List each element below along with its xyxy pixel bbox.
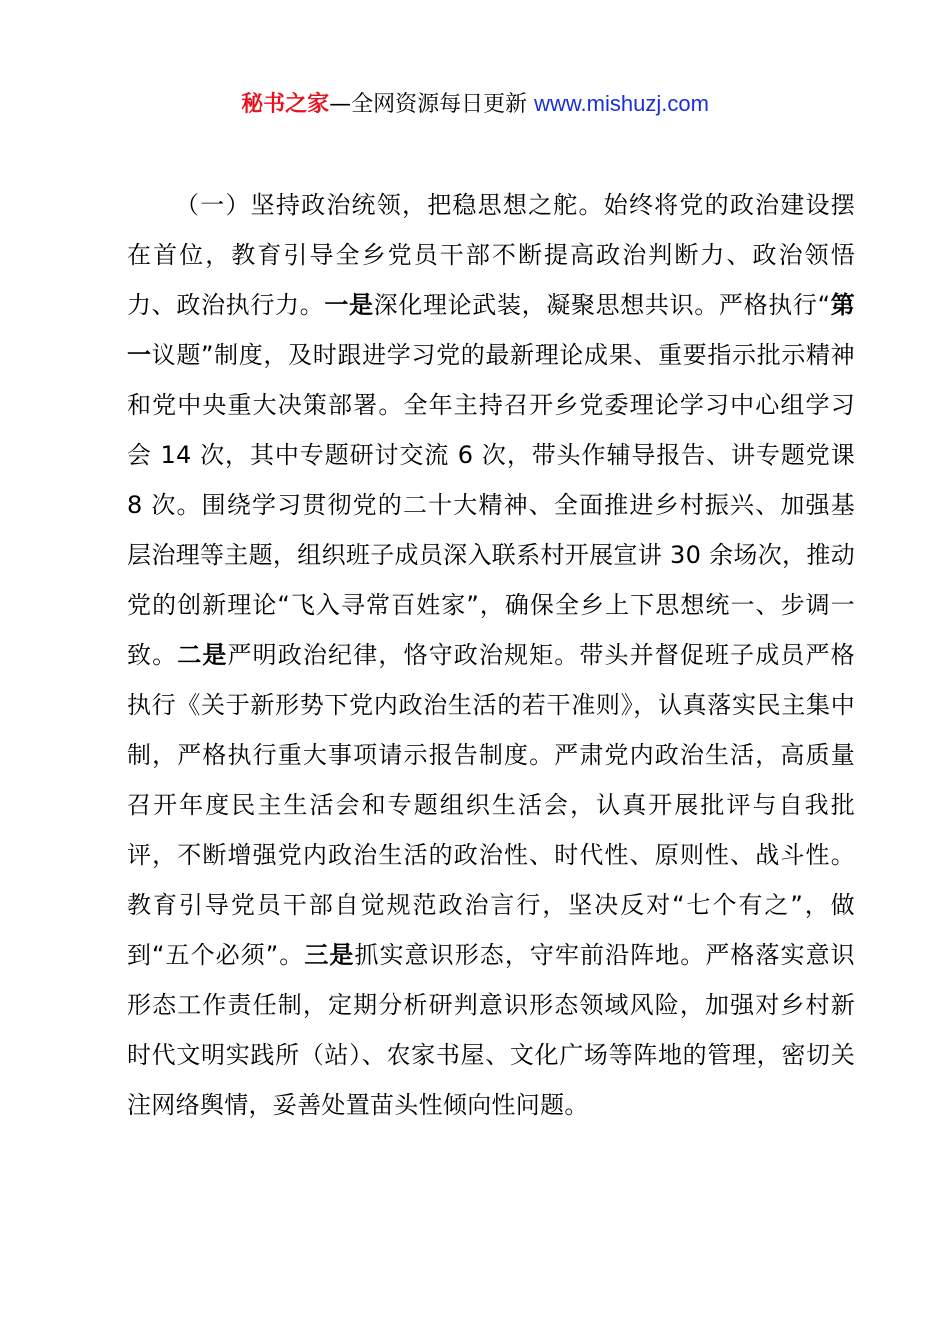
body-segment: 议题”制度，及时跟进学习党的最新理论成果、重要指示批示精神和党中央重大决策部署。全年主持召开乡党委理论学习中心组学习会 14 次，其中专题研讨交流 6 次，带头作辅导报告、讲专题党课 8 次。围绕学习贯彻党的二十大精神、全面推进乡村振兴、加强基层治理等主题，组织班子成员深入联系村开展宣讲 30 余场次，推动党的创新理论“飞入寻常百姓家”，确保全乡上下思想统一、步调一致。 <box>127 341 855 669</box>
body-segment: 抓实意识形态，守牢前沿阵地。严格落实意识形态工作责任制，定期分析研判意识形态领域风险，加强对乡村新时代文明实践所（站）、农家书屋、文化广场等阵地的管理，密切关注网络舆情，妥善处置苗头性倾向性问题。 <box>127 941 855 1119</box>
site-url-link[interactable]: www.mishuzj.com <box>534 91 709 116</box>
header-slogan: —全网资源每日更新 <box>329 92 535 117</box>
body-paragraph <box>127 180 855 1130</box>
body-segment: 深化理论武装，凝聚思想共识。严格执行“ <box>373 291 831 319</box>
brand-name: 秘书之家 <box>241 92 330 117</box>
body-segment: （一）坚持政治统领，把稳思想之舵。始终将党的政治建设摆在首位，教育引导全乡党员干部不断提高政治判断力、政治领悟力、政治执行力。 <box>127 191 855 319</box>
body-segment-bold: 一是 <box>324 291 374 319</box>
site-header <box>0 88 950 121</box>
body-segment-bold: 二是 <box>177 641 228 669</box>
body-segment-bold: 第一 <box>127 291 855 369</box>
body-segment: 严明政治纪律，恪守政治规矩。带头并督促班子成员严格执行《关于新形势下党内政治生活的若干准则》，认真落实民主集中制，严格执行重大事项请示报告制度。严肃党内政治生活，高质量召开年度民主生活会和专题组织生活会，认真开展批评与自我批评，不断增强党内政治生活的政治性、时代性、原则性、战斗性。教育引导党员干部自觉规范政治言行，坚决反对“七个有之”，做到“五个必须”。 <box>127 641 855 969</box>
body-segment-bold: 三是 <box>304 941 355 969</box>
